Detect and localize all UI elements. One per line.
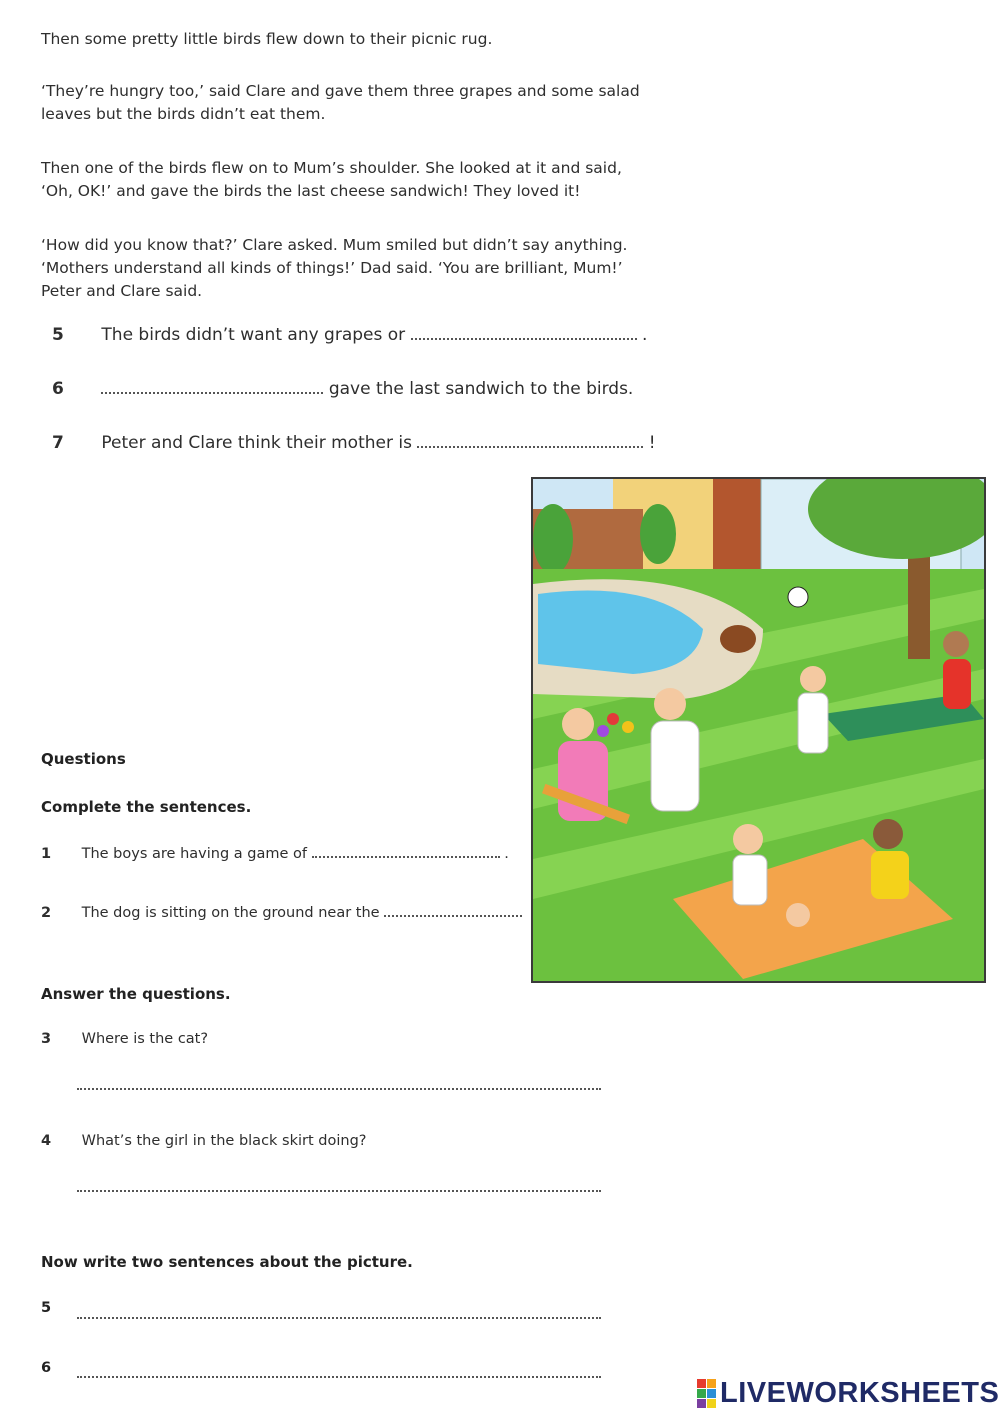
- story-line: ‘How did you know that?’ Clare asked. Mum smiled but didn’t say anything.: [41, 236, 628, 254]
- question-number: 2: [41, 905, 52, 921]
- baby: [786, 903, 810, 927]
- person: [871, 851, 909, 899]
- question-punctuation: .: [504, 846, 509, 862]
- story-line: ‘Oh, OK!’ and gave the birds the last cheese sandwich! They loved it!: [41, 182, 581, 200]
- questions-title: Questions: [41, 750, 126, 768]
- question-text: Peter and Clare think their mother is: [101, 433, 412, 453]
- answer-blank[interactable]: [101, 391, 323, 394]
- reading-question-6: [52, 379, 633, 399]
- logo-mark-icon: [697, 1379, 716, 1408]
- write-number-5: 5: [41, 1300, 52, 1316]
- dog: [720, 625, 756, 653]
- complete-question-2: [41, 905, 522, 921]
- house-door: [713, 479, 761, 574]
- answer-heading: Answer the questions.: [41, 985, 231, 1003]
- story-line: Peter and Clare said.: [41, 282, 203, 300]
- answer-line-4[interactable]: [77, 1189, 601, 1192]
- person: [733, 855, 767, 905]
- story-line: Then some pretty little birds flew down to their picnic rug.: [41, 30, 493, 48]
- logo-square: [697, 1399, 706, 1408]
- bush: [533, 504, 573, 574]
- person: [651, 721, 699, 811]
- garden-scene-svg: [533, 479, 984, 981]
- person: [873, 819, 903, 849]
- flower: [622, 721, 634, 733]
- liveworksheets-logo: [697, 1376, 999, 1410]
- person: [943, 631, 969, 657]
- person: [733, 824, 763, 854]
- story-paragraph-2: [41, 80, 681, 126]
- logo-square: [707, 1379, 716, 1388]
- answer-blank[interactable]: [417, 445, 643, 448]
- question-text: The birds didn’t want any grapes or: [101, 325, 406, 345]
- question-text: The boys are having a game of: [81, 846, 307, 862]
- write-line-5[interactable]: [77, 1316, 601, 1319]
- person: [654, 688, 686, 720]
- question-text: What’s the girl in the black skirt doing?: [81, 1133, 367, 1149]
- answer-line-3[interactable]: [77, 1087, 601, 1090]
- logo-square: [707, 1389, 716, 1398]
- question-punctuation: .: [641, 325, 648, 345]
- logo-square: [707, 1399, 716, 1408]
- story-line: ‘They’re hungry too,’ said Clare and gave them three grapes and some salad: [41, 82, 640, 100]
- logo-square: [697, 1389, 706, 1398]
- question-number: 1: [41, 846, 52, 862]
- person: [800, 666, 826, 692]
- write-number-6: 6: [41, 1360, 52, 1376]
- reading-question-7: [52, 433, 656, 453]
- football: [788, 587, 808, 607]
- question-text: The dog is sitting on the ground near the: [81, 905, 380, 921]
- reading-question-5: [52, 325, 647, 345]
- story-line: leaves but the birds didn’t eat them.: [41, 105, 326, 123]
- answer-blank[interactable]: [411, 337, 637, 340]
- story-line: Then one of the birds flew on to Mum’s shoulder. She looked at it and said,: [41, 159, 622, 177]
- question-number: 5: [52, 325, 64, 345]
- flower: [607, 713, 619, 725]
- question-number: 3: [41, 1031, 52, 1047]
- answer-question-4: [41, 1133, 366, 1149]
- answer-blank[interactable]: [312, 855, 500, 858]
- question-punctuation: !: [648, 433, 656, 453]
- answer-question-3: [41, 1031, 208, 1047]
- person: [562, 708, 594, 740]
- bush: [640, 504, 676, 564]
- story-paragraph-1: [41, 28, 681, 51]
- question-number: 6: [52, 379, 64, 399]
- story-line: ‘Mothers understand all kinds of things!’ Dad said. ‘You are brilliant, Mum!’: [41, 259, 623, 277]
- question-number: 7: [52, 433, 64, 453]
- question-number: 4: [41, 1133, 52, 1149]
- complete-heading: Complete the sentences.: [41, 798, 252, 816]
- question-text: Where is the cat?: [81, 1031, 209, 1047]
- answer-blank[interactable]: [384, 914, 522, 917]
- person: [943, 659, 971, 709]
- complete-question-1: [41, 846, 509, 862]
- garden-party-illustration: [531, 477, 986, 983]
- question-text: gave the last sandwich to the birds.: [328, 379, 634, 399]
- story-paragraph-3: [41, 157, 681, 203]
- story-paragraph-4: [41, 234, 681, 303]
- write-line-6[interactable]: [77, 1375, 601, 1378]
- logo-square: [697, 1379, 706, 1388]
- logo-text: LIVEWORKSHEETS: [720, 1376, 1000, 1409]
- flower: [597, 725, 609, 737]
- person: [798, 693, 828, 753]
- write-heading: Now write two sentences about the picture.: [41, 1253, 413, 1271]
